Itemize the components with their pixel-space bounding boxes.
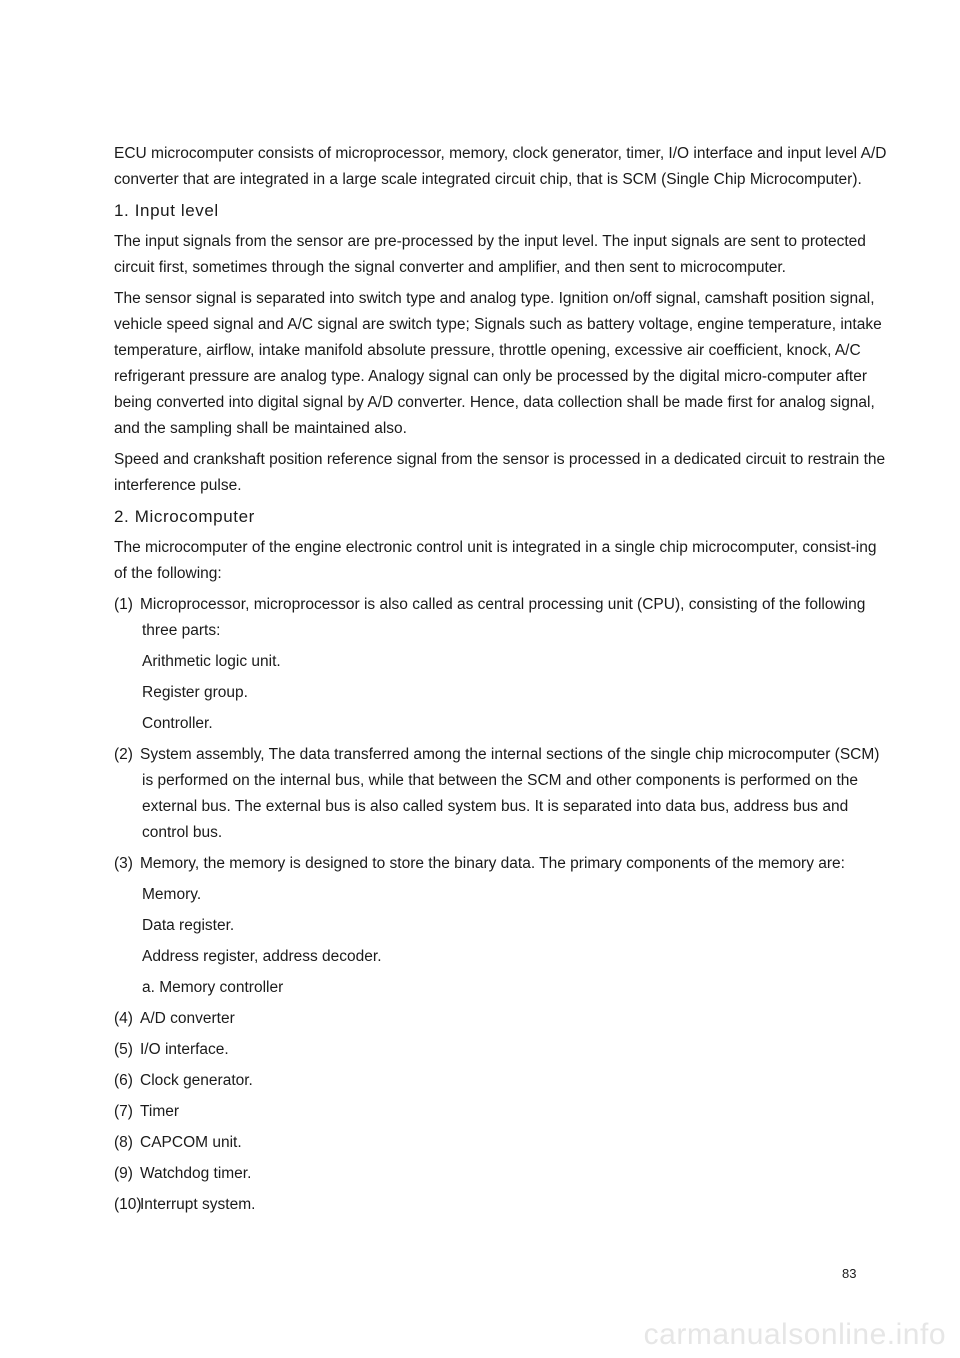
section-heading-input-level: 1. Input level [114, 201, 219, 220]
list-sub-item: Register group. [142, 684, 248, 701]
list-item [114, 1037, 890, 1063]
intro-paragraph: ECU microcomputer consists of microprocessor, memory, clock generator, timer, I/O interface and input level A/D converter that are integrated in a large scale integrated circuit chip, that is SCM (Single Chip Microcomputer). [114, 145, 887, 188]
list-item [114, 1068, 890, 1094]
list-item-text: Interrupt system. [140, 1196, 256, 1213]
list-item-number: (5) [114, 1041, 133, 1058]
list-item-text: Watchdog timer. [140, 1165, 252, 1182]
list-item [114, 851, 890, 877]
paragraph: Speed and crankshaft position reference signal from the sensor is processed in a dedicated circuit to restrain the interference pulse. [114, 451, 886, 494]
list-item-text: Clock generator. [140, 1072, 253, 1089]
component-list [114, 592, 890, 1218]
list-item-text: Memory, the memory is designed to store the binary data. The primary components of the memory are: [140, 855, 845, 872]
watermark: carmanualsonline.info [643, 1318, 946, 1351]
list-item-number: (6) [114, 1072, 133, 1089]
paragraph: The sensor signal is separated into switch type and analog type. Ignition on/off signal, camshaft position signal, vehicle speed signal and A/C signal are switch type; Signals such as battery voltage, engine temperature, intake temperature, airflow, intake manifold absolute pressure, throttle opening, excessive air coefficient, knock, A/C refrigerant pressure are analog type. Analogy signal can only be processed by the digital micro-computer after being converted into digital signal by A/D converter. Hence, data collection shall be made first for analog signal, and the sampling shall be maintained also. [114, 290, 882, 437]
list-item [114, 592, 890, 644]
list-item [114, 742, 890, 846]
list-item-text: Timer [140, 1103, 180, 1120]
list-item-text: Microprocessor, microprocessor is also called as central processing unit (CPU), consisting of the following three parts: [140, 596, 866, 639]
list-sub-item: a. Memory controller [142, 979, 284, 996]
list-sub-item: Data register. [142, 917, 235, 934]
list-item-number: (10) [114, 1196, 142, 1213]
list-sub-item: Memory. [142, 886, 202, 903]
list-item-number: (3) [114, 855, 133, 872]
paragraph: The input signals from the sensor are pre-processed by the input level. The input signals are sent to protected circuit first, sometimes through the signal converter and amplifier, and then sent to microcomputer. [114, 233, 866, 276]
list-item [114, 1192, 890, 1218]
list-item-text: A/D converter [140, 1010, 235, 1027]
list-sub-item: Address register, address decoder. [142, 948, 382, 965]
page-content [114, 141, 890, 1223]
list-sub-item: Controller. [142, 715, 213, 732]
list-item-text: CAPCOM unit. [140, 1134, 242, 1151]
list-item-number: (7) [114, 1103, 133, 1120]
list-item [114, 1161, 890, 1187]
list-item [114, 1130, 890, 1156]
page-number: 83 [842, 1266, 857, 1281]
list-item-text: System assembly, The data transferred among the internal sections of the single chip microcomputer (SCM) is performed on the internal bus, while that between the SCM and other components is performed on the external bus. The external bus is also called system bus. It is separated into data bus, address bus and control bus. [140, 746, 880, 841]
list-item-number: (2) [114, 746, 133, 763]
list-item-number: (9) [114, 1165, 133, 1182]
list-item-number: (8) [114, 1134, 133, 1151]
list-item-text: I/O interface. [140, 1041, 229, 1058]
list-item [114, 1006, 890, 1032]
section-heading-microcomputer: 2. Microcomputer [114, 507, 255, 526]
list-item-number: (1) [114, 596, 133, 613]
list-item [114, 1099, 890, 1125]
paragraph: The microcomputer of the engine electronic control unit is integrated in a single chip microcomputer, consist-ing of the following: [114, 539, 877, 582]
list-sub-item: Arithmetic logic unit. [142, 653, 281, 670]
list-item-number: (4) [114, 1010, 133, 1027]
